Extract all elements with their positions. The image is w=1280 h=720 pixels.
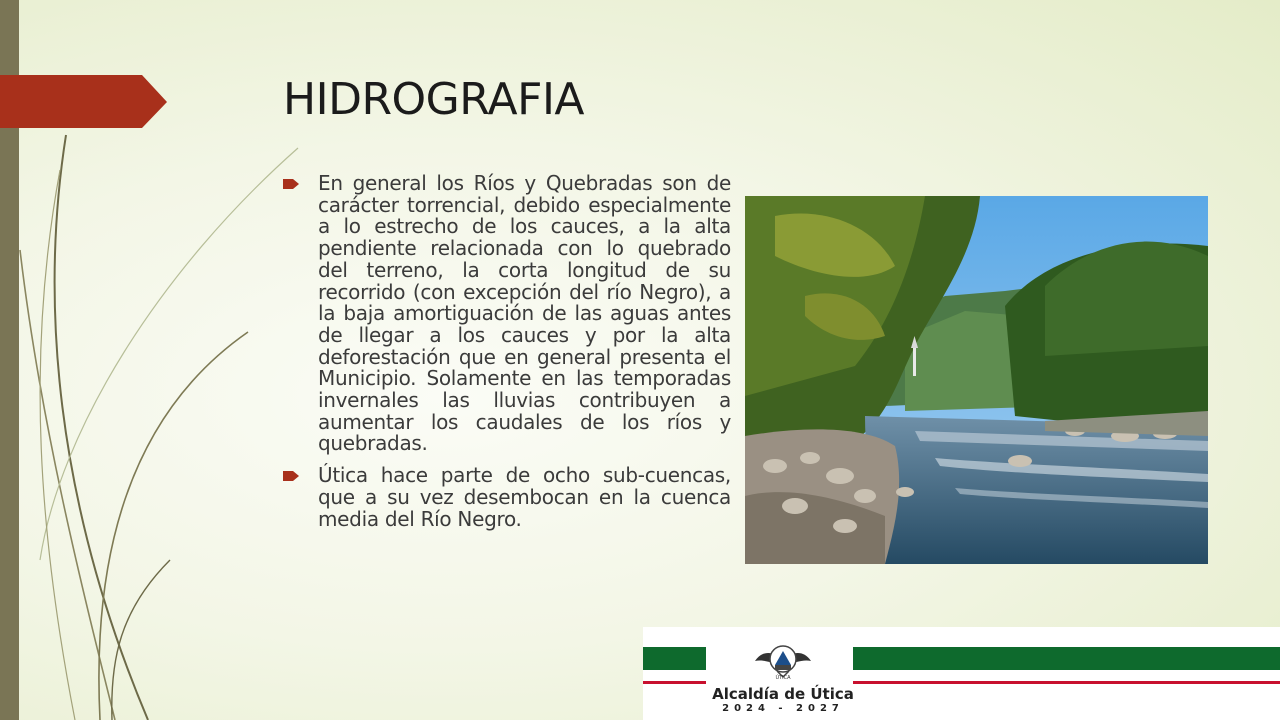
footer-banner — [643, 627, 1280, 720]
bullet-arrow-icon — [283, 173, 318, 195]
bullet-item — [283, 173, 731, 455]
title-accent-arrow — [0, 75, 170, 129]
crest-label: ÚTICA — [775, 675, 791, 681]
slide-body — [283, 173, 731, 540]
bullet-text: En general los Ríos y Quebradas son de carácter torrencial, debido especialmente a lo estrecho de los cauces, a la alta pendiente relacionada con lo quebrado del terreno, la corta longitud de su recorrido (con excepción del río Negro), a la baja amortiguación de las aguas antes de llegar a los cauces y por la alta deforestación que en general presenta el Municipio. Solamente en las temporadas invernales las lluvias contribuyen a aumentar los caudales de los ríos y quebradas. — [318, 171, 731, 456]
bullet-arrow-icon — [283, 465, 318, 487]
footer-period: 2024 - 2027 — [722, 703, 844, 714]
river-photo — [745, 196, 1208, 564]
bullet-text: Útica hace parte de ocho sub-cuencas, que a su vez desembocan en la cuenca media del Río Negro. — [318, 463, 731, 531]
footer-organization: Alcaldía de Útica — [712, 685, 854, 703]
bullet-item — [283, 465, 731, 530]
slide-title: HIDROGRAFIA — [283, 74, 585, 125]
